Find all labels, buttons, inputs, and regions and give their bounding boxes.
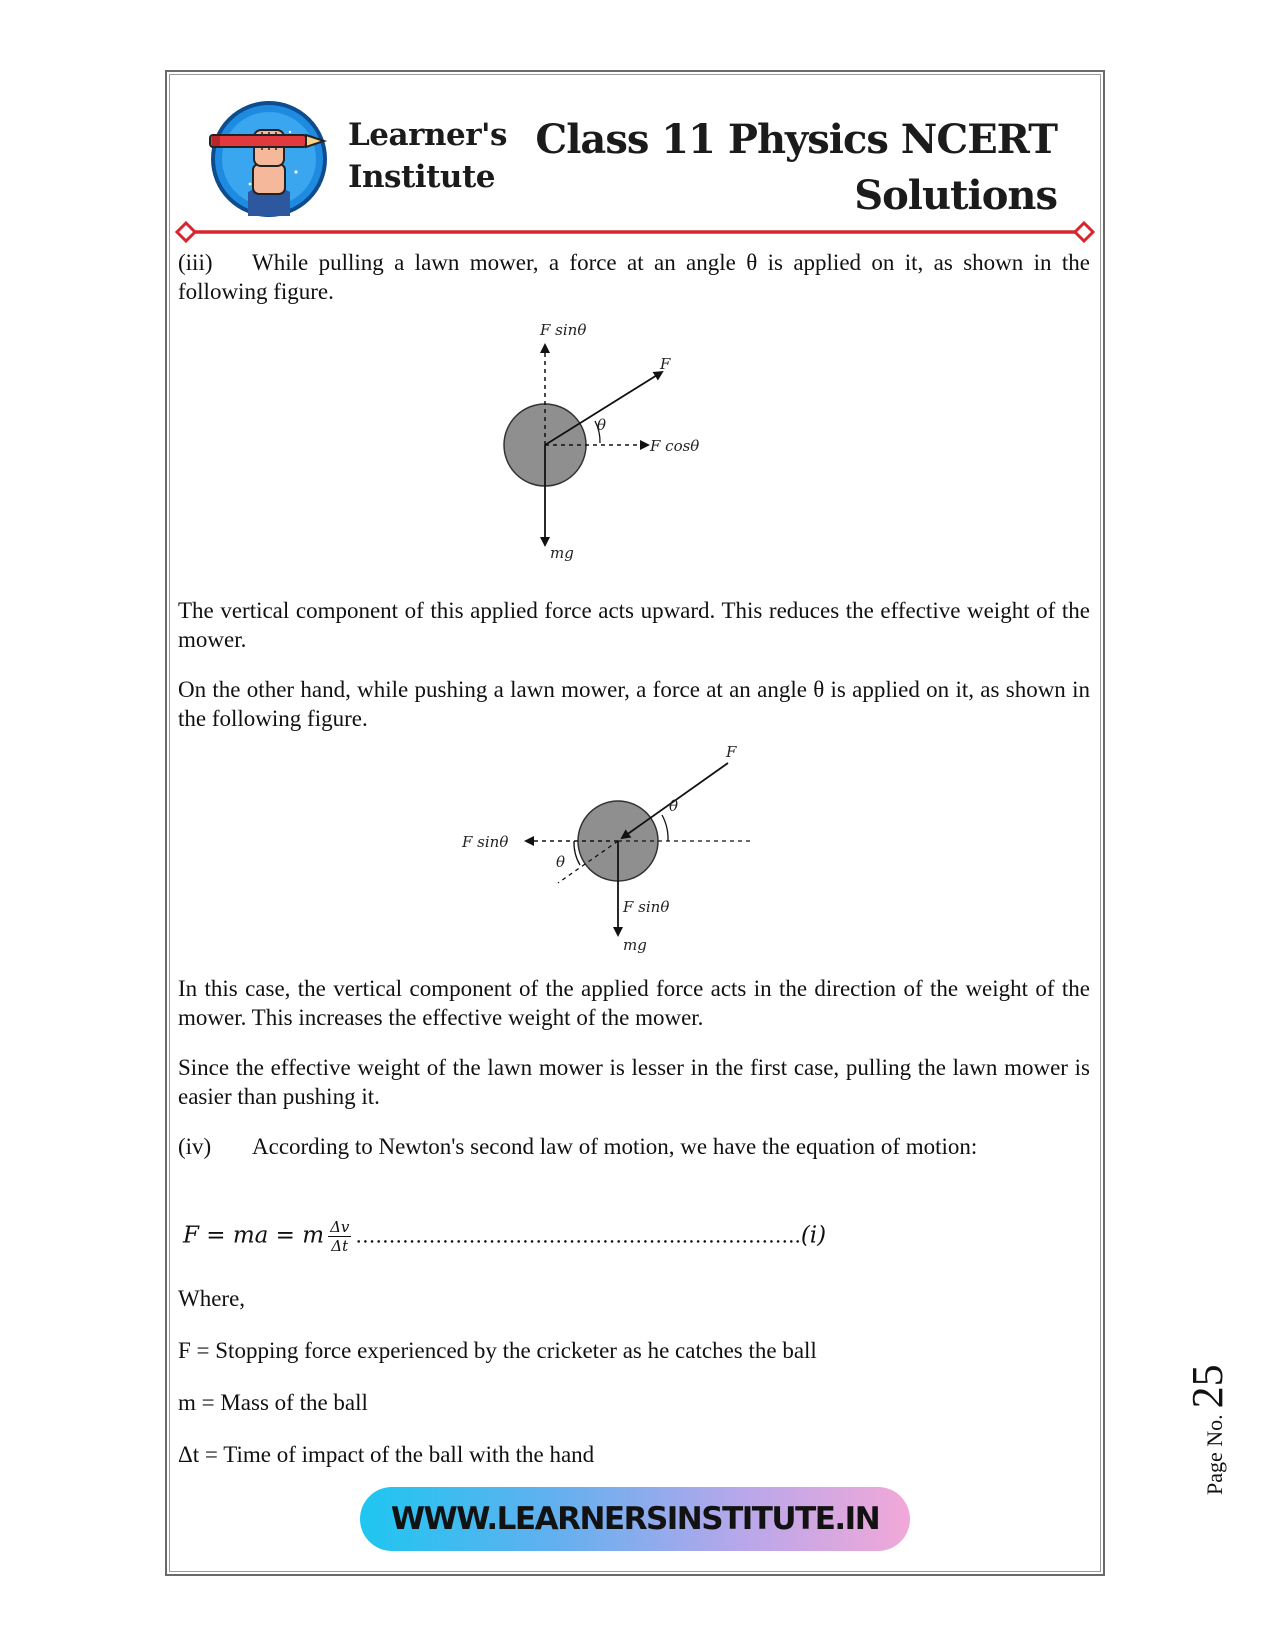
mg-label: mg bbox=[623, 936, 647, 954]
fraction-dv-dt bbox=[328, 1218, 351, 1255]
paragraph-push-effect: In this case, the vertical component of the applied force acts in the direction of the weight of the mower. This increases the effective weight of the mower. bbox=[178, 976, 1090, 1030]
content-block-2 bbox=[178, 596, 1090, 733]
figure-pulling bbox=[500, 321, 760, 580]
paragraph-text: While pulling a lawn mower, a force at an angle θ is applied on it, as shown in the following figure. bbox=[178, 250, 1090, 304]
equation-lhs: F = ma = m bbox=[183, 1222, 325, 1249]
theta-right-label: θ bbox=[669, 797, 679, 815]
item-label: (iv) bbox=[178, 1134, 212, 1159]
website-url[interactable]: WWW.LEARNERSINSTITUTE.IN bbox=[390, 1501, 880, 1537]
paragraph-pull-effect: The vertical component of this applied force acts upward. This reduces the effective weight of the mower. bbox=[178, 598, 1090, 652]
force-label: F bbox=[726, 743, 737, 761]
fcos-label: F cosθ bbox=[650, 437, 700, 455]
brand-line-2: Institute bbox=[348, 159, 495, 195]
definition-force: F = Stopping force experienced by the cricketer as he catches the ball bbox=[178, 1338, 817, 1363]
title-line-1: Class 11 Physics NCERT bbox=[535, 116, 1057, 163]
page-number bbox=[1182, 1364, 1233, 1495]
content-block-3 bbox=[178, 974, 1090, 1161]
paragraph-conclusion: Since the effective weight of the lawn mower is lesser in the first case, pulling the lawn mower is easier than pushing it. bbox=[178, 1055, 1090, 1109]
fraction-denominator: Δt bbox=[331, 1237, 349, 1255]
page-number-value: 25 bbox=[1183, 1364, 1232, 1409]
paragraph-text: According to Newton's second law of motion, we have the equation of motion: bbox=[252, 1134, 978, 1159]
content-block-1 bbox=[178, 248, 1090, 306]
brand-line-1: Learner's bbox=[348, 117, 507, 153]
paragraph-iv bbox=[178, 1132, 1090, 1161]
item-label: (iii) bbox=[178, 250, 213, 275]
brand-name bbox=[348, 114, 507, 198]
fsin-down-label: F sinθ bbox=[623, 898, 670, 916]
equation-leader-dots: …………………………………………..…………….. bbox=[355, 1223, 801, 1248]
paragraph-iii bbox=[178, 248, 1090, 306]
equation-tag: (i) bbox=[800, 1222, 827, 1249]
mg-label: mg bbox=[550, 544, 574, 562]
content-block-4 bbox=[178, 1284, 1090, 1469]
paragraph-push-intro: On the other hand, while pushing a lawn mower, a force at an angle θ is applied on it, as shown in the following figure. bbox=[178, 677, 1090, 731]
force-label: F bbox=[660, 355, 671, 373]
theta-left-label: θ bbox=[556, 853, 566, 871]
page-title bbox=[535, 112, 1057, 224]
website-banner[interactable] bbox=[360, 1487, 910, 1551]
page-number-label: Page No. bbox=[1202, 1414, 1227, 1495]
fraction-numerator: Δv bbox=[330, 1218, 350, 1236]
theta-label: θ bbox=[597, 416, 607, 434]
header-divider bbox=[176, 222, 1094, 242]
logo-icon bbox=[210, 100, 328, 218]
definition-mass: m = Mass of the ball bbox=[178, 1390, 368, 1415]
definition-time: Δt = Time of impact of the ball with the hand bbox=[178, 1442, 595, 1467]
fsin-label: F sinθ bbox=[540, 321, 587, 339]
fsin-left-label: F sinθ bbox=[462, 833, 509, 851]
figure-pushing bbox=[450, 743, 800, 990]
equation-i bbox=[183, 1218, 826, 1255]
theta-arc-right bbox=[662, 815, 668, 841]
where-label: Where, bbox=[178, 1286, 246, 1311]
title-line-2: Solutions bbox=[854, 172, 1057, 219]
